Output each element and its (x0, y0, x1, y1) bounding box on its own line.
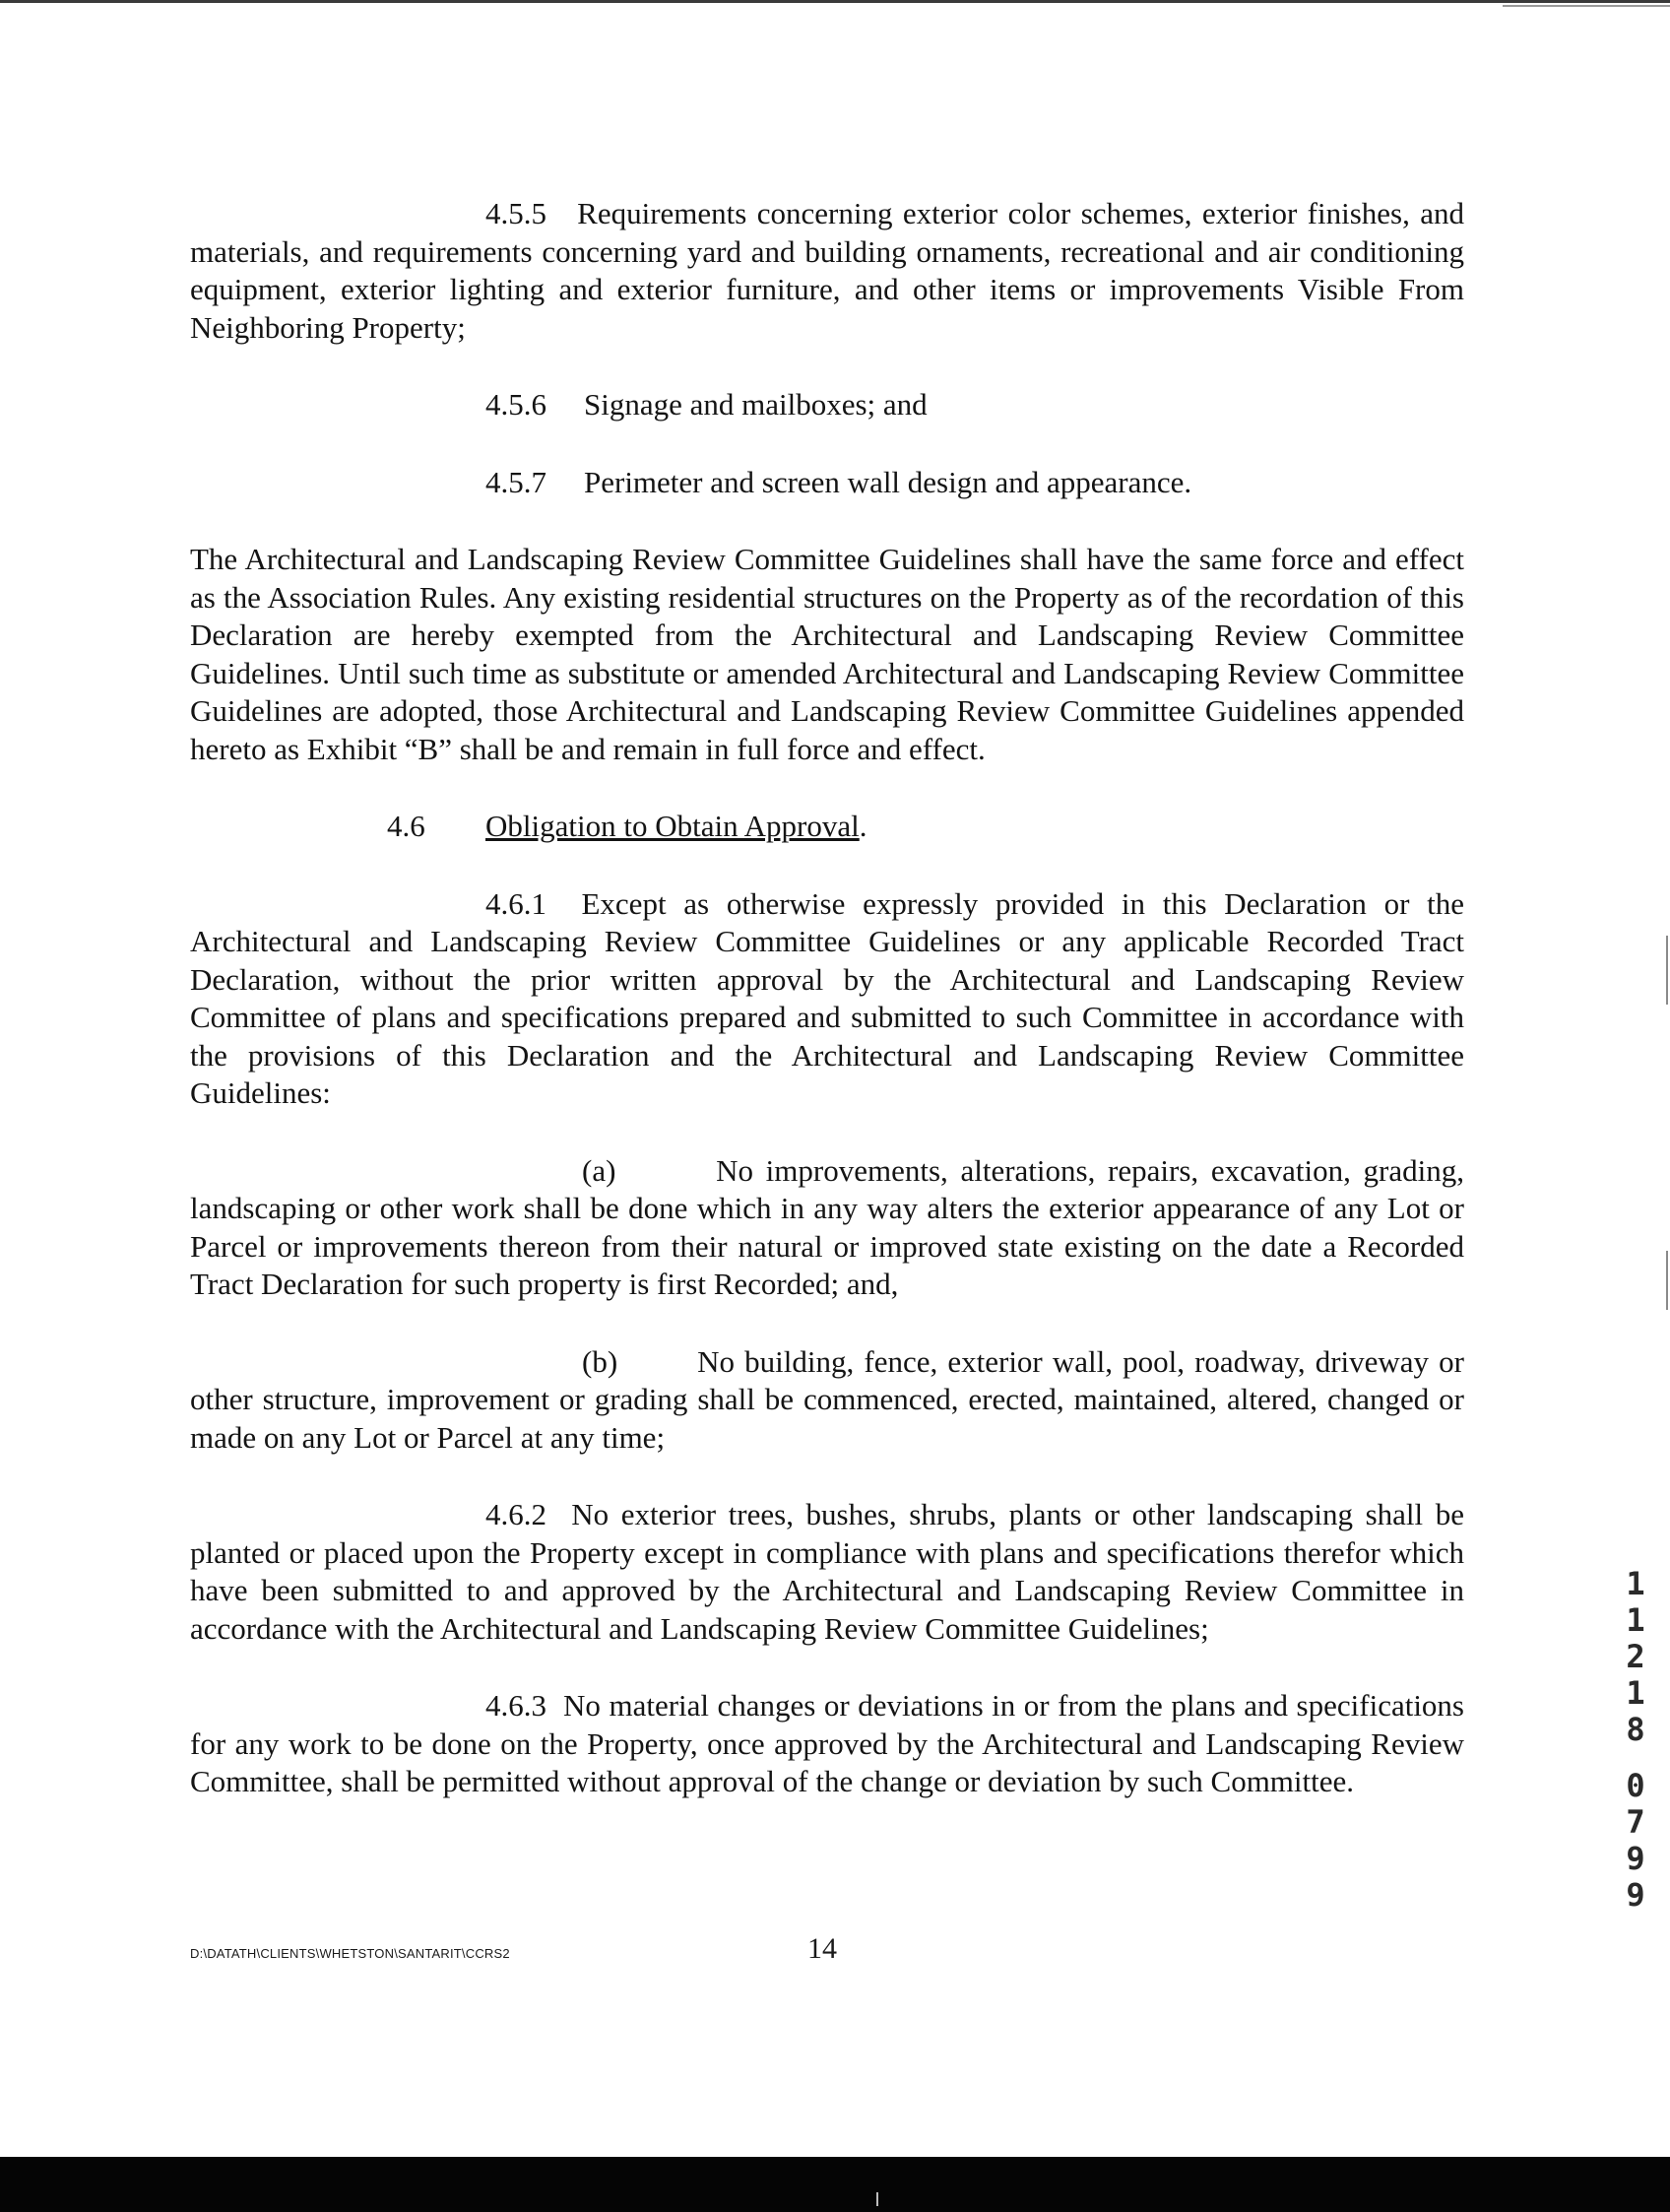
item-label: (b) (582, 1343, 618, 1379)
stamp-digit: 2 (1626, 1638, 1645, 1675)
section-text: No exterior trees, bushes, shrubs, plants or other landscaping shall be planted or placed upon the Property except in compliance with plans and specifications therefor which have been submitted to and approved by the Architectural and Landscaping Review Committee in accordance with the Architectural and Landscaping Review Committee Guidelines; (190, 1497, 1465, 1646)
section-4-6-1 (190, 885, 1464, 1113)
stamp-gap (1623, 1748, 1648, 1768)
stamp-digit: 0 (1626, 1767, 1645, 1804)
document-page (190, 195, 1464, 1841)
stamp-digit: 1 (1626, 1565, 1645, 1602)
section-4-6-heading (387, 808, 1464, 846)
section-title: Obligation to Obtain Approval (485, 809, 860, 843)
stamp-digit: 1 (1626, 1601, 1645, 1639)
section-4-5-6 (485, 386, 1464, 424)
scan-right-edge-mark (1666, 1251, 1668, 1310)
scan-top-edge-mark (1503, 5, 1670, 7)
section-text: Requirements concerning exterior color schemes, exterior finishes, and materials, and requirements concerning yard and building ornaments, recreational and air conditioning equipment, exterior lighting and exterior furniture, and other items or improvements Visible From Neighboring Property; (190, 196, 1464, 345)
scan-bottom-tick (876, 2192, 878, 2206)
section-text: Perimeter and screen wall design and appearance. (584, 464, 1192, 499)
section-text: Except as otherwise expressly provided in this Declaration or the Architectural and Landscaping Review Committee Guidelines or any applicable Recorded Tract Declaration, without the prior written approval by the Architectural and Landscaping Review Committee of plans and specifications prepared and submitted to such Committee in accordance with the provisions of this Declaration and the Architectural and Landscaping Review Committee Guidelines: (190, 885, 1465, 1110)
recording-stamp (1623, 1566, 1648, 1914)
scan-top-edge (0, 0, 1670, 3)
section-number: 4.6.2 (485, 1497, 546, 1531)
section-4-5-7 (485, 464, 1464, 502)
section-number: 4.5.7 (485, 464, 546, 499)
section-number: 4.6.1 (485, 885, 546, 921)
stamp-digit: 9 (1626, 1876, 1645, 1914)
stamp-digit: 7 (1626, 1803, 1645, 1841)
section-text: No material changes or deviations in or from the plans and specifications for any work to be done on the Property, once approved by the Architectural and Landscaping Review Committee, shall be permitted without approval of the change or deviation by such Committee. (190, 1688, 1464, 1798)
guidelines-paragraph: The Architectural and Landscaping Review Committee Guidelines shall have the same force and effect as the Association Rules. Any existing residential structures on the Property as of the recordation of this Declaration are hereby exempted from the Architectural and Landscaping Review Committee Guidelines. Until such time as substitute or amended Architectural and Landscaping Review Committee Guidelines are adopted, those Architectural and Landscaping Review Committee Guidelines appended hereto as Exhibit “B” shall be and remain in full force and effect. (190, 542, 1464, 766)
stamp-digit: 8 (1626, 1711, 1645, 1748)
section-number: 4.5.5 (485, 196, 546, 230)
item-a (190, 1152, 1464, 1304)
section-number: 4.5.6 (485, 387, 546, 422)
page-number: 14 (807, 1932, 837, 1965)
section-number: 4.6 (387, 809, 425, 843)
section-4-6-3 (190, 1687, 1464, 1801)
stamp-digit: 9 (1626, 1840, 1645, 1877)
section-4-5-5 (190, 195, 1464, 347)
section-4-6-2 (190, 1496, 1464, 1648)
item-label: (a) (582, 1152, 616, 1188)
section-number: 4.6.3 (485, 1688, 546, 1723)
section-title-end: . (859, 809, 867, 843)
footer-file-path: D:\DATATH\CLIENTS\WHETSTON\SANTARIT\CCRS2 (190, 1946, 510, 1961)
item-b (190, 1343, 1464, 1458)
section-text: Signage and mailboxes; and (584, 387, 928, 422)
scan-bottom-edge (0, 2157, 1670, 2212)
stamp-digit: 1 (1626, 1674, 1645, 1712)
item-text: No building, fence, exterior wall, pool, roadway, driveway or other structure, improvement or grading shall be commenced, erected, maintained, altered, changed or made on any Lot or Parcel at any time; (190, 1343, 1464, 1455)
scan-right-edge-mark (1666, 936, 1668, 1005)
item-text: No improvements, alterations, repairs, excavation, grading, landscaping or other work shall be done which in any way alters the exterior appearance of any Lot or Parcel or improvements thereon from their natural or improved state existing on the date a Recorded Tract Declaration for such property is first Recorded; and, (190, 1152, 1465, 1301)
